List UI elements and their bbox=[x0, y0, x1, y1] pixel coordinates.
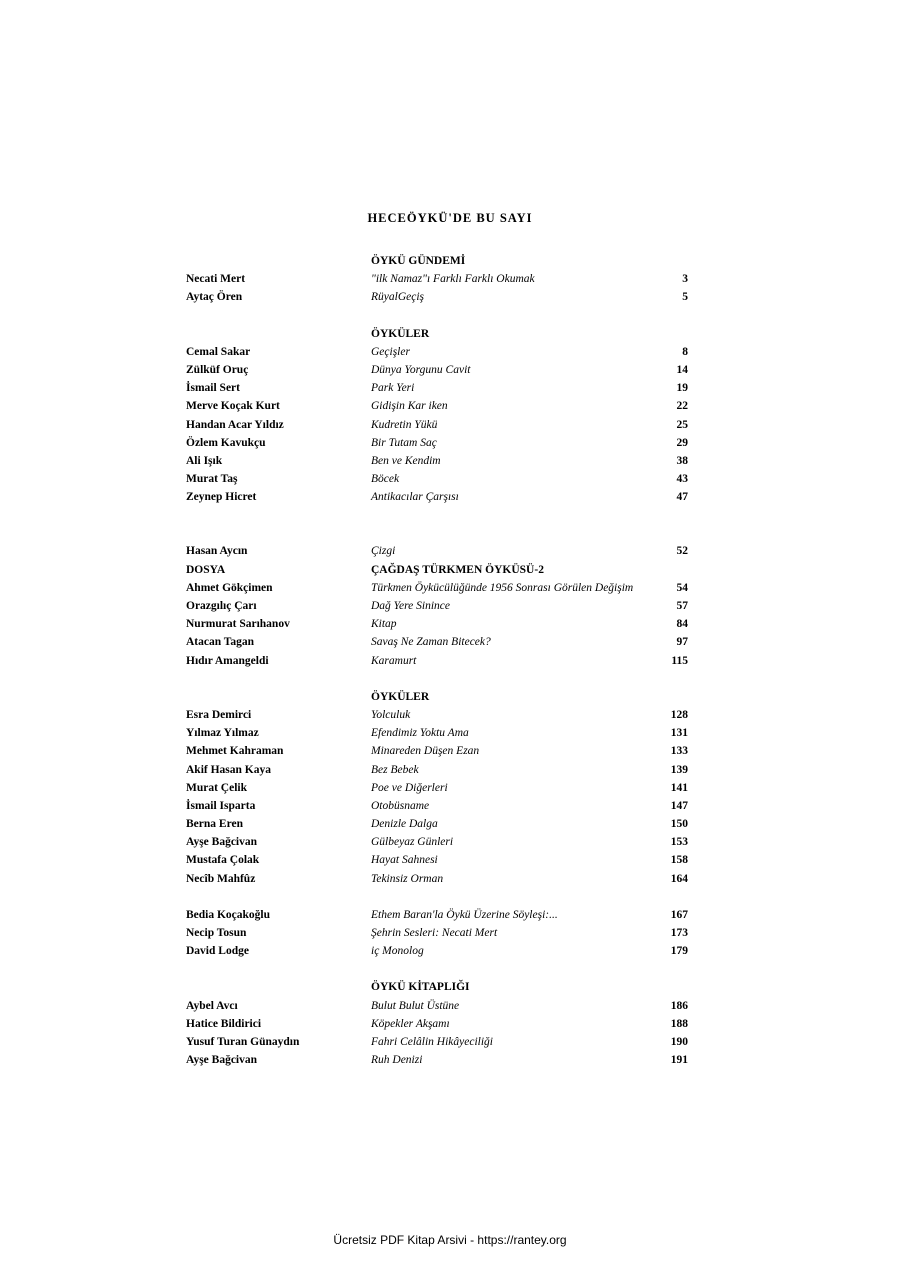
entry-author: Aytaç Ören bbox=[186, 291, 243, 304]
toc-entry bbox=[186, 833, 690, 851]
entry-author: Aybel Avcı bbox=[186, 999, 238, 1012]
entry-title: Bir Tutam Saç bbox=[371, 436, 437, 449]
section-heading: ÖYKÜLER bbox=[371, 690, 430, 703]
entry-page-number: 173 bbox=[670, 927, 688, 939]
toc-entry bbox=[186, 542, 690, 560]
toc-entry bbox=[186, 942, 690, 960]
toc-entry bbox=[186, 851, 690, 869]
entry-page-number: 84 bbox=[676, 618, 688, 631]
entry-author: Zülküf Oruç bbox=[186, 363, 249, 376]
toc-entry bbox=[186, 797, 690, 815]
entry-page-number: 57 bbox=[676, 600, 688, 612]
toc-entry bbox=[186, 724, 690, 742]
section-heading: ÖYKÜ KİTAPLIĞI bbox=[371, 981, 470, 994]
entry-author: Bedia Koçakoğlu bbox=[186, 908, 271, 921]
page-title: HECEÖYKÜ'DE BU SAYI bbox=[367, 211, 533, 225]
toc-entry bbox=[186, 434, 690, 452]
entry-title: Yolculuk bbox=[371, 708, 411, 721]
entry-page-number: 54 bbox=[676, 581, 688, 594]
toc-entry bbox=[186, 1015, 690, 1033]
entry-title: Gidişin Kar iken bbox=[371, 400, 448, 413]
toc-entry bbox=[186, 652, 690, 670]
entry-page-number: 139 bbox=[670, 763, 688, 776]
entry-page-number: 133 bbox=[670, 745, 688, 758]
entry-title: Fahri Celâlin Hikâyeciliği bbox=[371, 1035, 494, 1048]
entry-page-number: 167 bbox=[670, 908, 688, 921]
entry-author: Handan Acar Yıldız bbox=[186, 418, 284, 431]
toc-entry bbox=[186, 579, 690, 597]
entry-author: Zeynep Hicret bbox=[186, 491, 257, 504]
entry-author: DOSYA bbox=[186, 563, 226, 576]
entry-title: Denizle Dalga bbox=[371, 818, 438, 831]
entry-title: Karamurt bbox=[371, 654, 417, 667]
toc-entry bbox=[186, 815, 690, 833]
section-heading-row bbox=[186, 561, 690, 579]
entry-author: Hıdır Amangeldi bbox=[186, 654, 269, 667]
entry-author: Murat Taş bbox=[186, 473, 238, 486]
entry-page-number: 179 bbox=[670, 945, 688, 958]
entry-author: Mustafa Çolak bbox=[186, 854, 260, 867]
entry-author: İsmail Sert bbox=[186, 382, 240, 395]
entry-title: Bulut Bulut Üstüne bbox=[371, 999, 460, 1012]
entry-title: Böcek bbox=[371, 473, 400, 486]
entry-title: Çizgi bbox=[371, 545, 396, 558]
entry-author: Özlem Kavukçu bbox=[186, 436, 266, 449]
entry-page-number: 128 bbox=[670, 708, 688, 721]
table-of-contents bbox=[186, 252, 690, 1069]
toc-entry bbox=[186, 1051, 690, 1069]
entry-title: Ethem Baran'la Öykü Üzerine Söyleşi:... bbox=[371, 908, 558, 921]
toc-entry bbox=[186, 488, 690, 506]
entry-page-number: 150 bbox=[670, 818, 688, 831]
entry-page-number: 5 bbox=[682, 291, 688, 304]
entry-author: Mehmet Kahraman bbox=[186, 745, 284, 758]
entry-author: Berna Eren bbox=[186, 818, 243, 831]
entry-page-number: 131 bbox=[670, 727, 688, 740]
entry-page-number: 188 bbox=[670, 1017, 688, 1030]
entry-author: Ahmet Gökçimen bbox=[186, 581, 273, 594]
toc-entry bbox=[186, 997, 690, 1015]
entry-page-number: 14 bbox=[676, 363, 688, 376]
entry-author: Ali Işık bbox=[186, 454, 223, 467]
toc-entry bbox=[186, 416, 690, 434]
entry-page-number: 164 bbox=[670, 872, 688, 885]
entry-author: Necîb Mahfûz bbox=[186, 872, 256, 885]
entry-page-number: 147 bbox=[670, 799, 688, 812]
toc-entry bbox=[186, 470, 690, 488]
section-heading: ÖYKÜLER bbox=[371, 327, 430, 340]
entry-title: Ruh Denizi bbox=[371, 1054, 423, 1067]
toc-entry bbox=[186, 361, 690, 379]
entry-page-number: 25 bbox=[676, 418, 688, 431]
entry-page-number: 186 bbox=[670, 999, 688, 1012]
entry-title: RüyalGeçiş bbox=[371, 291, 425, 304]
entry-page-number: 141 bbox=[670, 781, 688, 794]
toc-entry bbox=[186, 597, 690, 615]
section-heading-row bbox=[186, 325, 690, 343]
entry-title: Tekinsiz Orman bbox=[371, 872, 444, 885]
entry-author: İsmail Isparta bbox=[186, 799, 256, 812]
entry-author: Hatice Bildirici bbox=[186, 1017, 262, 1030]
entry-title: Ben ve Kendim bbox=[371, 454, 441, 467]
toc-entry bbox=[186, 906, 690, 924]
toc-entry bbox=[186, 270, 690, 288]
section-heading: ÖYKÜ GÜNDEMİ bbox=[371, 255, 466, 267]
entry-page-number: 158 bbox=[670, 854, 688, 867]
entry-author: Nurmurat Sarıhanov bbox=[186, 618, 290, 631]
entry-title: Kitap bbox=[371, 618, 397, 631]
entry-title: Kudretin Yükü bbox=[371, 418, 438, 431]
entry-title: iç Monolog bbox=[371, 945, 424, 958]
entry-page-number: 29 bbox=[676, 436, 688, 449]
entry-author: Hasan Aycın bbox=[186, 545, 248, 558]
entry-title: Dünya Yorgunu Cavit bbox=[371, 363, 471, 376]
entry-author: Atacan Tagan bbox=[186, 636, 255, 649]
entry-page-number: 38 bbox=[676, 454, 688, 467]
entry-page-number: 8 bbox=[682, 345, 688, 358]
entry-author: Orazgılıç Çarı bbox=[186, 600, 257, 612]
footer-text: Ücretsiz PDF Kitap Arsivi - https://rantey.org bbox=[333, 1233, 567, 1247]
entry-title: Poe ve Diğerleri bbox=[371, 781, 448, 794]
entry-title: Bez Bebek bbox=[371, 763, 419, 776]
entry-author: Ayşe Bağcivan bbox=[186, 1054, 258, 1067]
entry-author: Ayşe Bağcivan bbox=[186, 836, 258, 849]
toc-entry bbox=[186, 742, 690, 760]
entry-page-number: 115 bbox=[671, 654, 688, 667]
toc-entry bbox=[186, 633, 690, 651]
entry-page-number: 191 bbox=[670, 1054, 688, 1067]
toc-entry bbox=[186, 924, 690, 942]
entry-title: Dağ Yere Sinince bbox=[371, 600, 451, 612]
entry-author: Necip Tosun bbox=[186, 927, 247, 939]
entry-page-number: 190 bbox=[670, 1035, 688, 1048]
entry-author: Murat Çelik bbox=[186, 781, 248, 794]
entry-page-number: 47 bbox=[676, 491, 688, 504]
entry-author: Cemal Sakar bbox=[186, 345, 251, 358]
entry-title: Hayat Sahnesi bbox=[371, 854, 438, 867]
toc-entry bbox=[186, 615, 690, 633]
toc-entry bbox=[186, 761, 690, 779]
entry-title: Otobüsname bbox=[371, 799, 430, 812]
toc-entry bbox=[186, 706, 690, 724]
entry-page-number: 153 bbox=[670, 836, 688, 849]
toc-entry bbox=[186, 343, 690, 361]
toc-entry bbox=[186, 379, 690, 397]
entry-page-number: 19 bbox=[676, 382, 688, 395]
entry-author: David Lodge bbox=[186, 945, 249, 958]
section-heading: ÇAĞDAŞ TÜRKMEN ÖYKÜSÜ-2 bbox=[371, 563, 544, 576]
toc-entry bbox=[186, 452, 690, 470]
section-heading-row bbox=[186, 978, 690, 996]
section-heading-row bbox=[186, 252, 690, 270]
toc-entry bbox=[186, 397, 690, 415]
entry-page-number: 52 bbox=[676, 545, 688, 558]
toc-entry bbox=[186, 870, 690, 888]
toc-entry bbox=[186, 779, 690, 797]
entry-title: Savaş Ne Zaman Bitecek? bbox=[371, 636, 491, 649]
entry-author: Necati Mert bbox=[186, 273, 246, 286]
entry-title: Şehrin Sesleri: Necati Mert bbox=[371, 927, 498, 939]
entry-author: Esra Demirci bbox=[186, 708, 252, 721]
entry-author: Yılmaz Yılmaz bbox=[186, 727, 259, 740]
toc-entry bbox=[186, 288, 690, 306]
entry-title: Efendimiz Yoktu Ama bbox=[371, 727, 469, 740]
entry-title: Antikacılar Çarşısı bbox=[371, 491, 459, 504]
entry-title: Park Yeri bbox=[371, 382, 415, 395]
entry-title: Minareden Düşen Ezan bbox=[371, 745, 480, 758]
entry-title: Geçişler bbox=[371, 345, 410, 358]
entry-page-number: 97 bbox=[676, 636, 688, 649]
entry-author: Akif Hasan Kaya bbox=[186, 763, 271, 776]
section-heading-row bbox=[186, 688, 690, 706]
entry-page-number: 43 bbox=[676, 473, 688, 486]
toc-entry bbox=[186, 1033, 690, 1051]
entry-title: Türkmen Öykücülüğünde 1956 Sonrası Görülen Değişim bbox=[371, 581, 634, 594]
entry-page-number: 22 bbox=[676, 400, 688, 413]
entry-title: "ilk Namaz"ı Farklı Farklı Okumak bbox=[371, 273, 535, 286]
entry-title: Köpekler Akşamı bbox=[371, 1017, 450, 1030]
entry-author: Merve Koçak Kurt bbox=[186, 400, 280, 413]
entry-title: Gülbeyaz Günleri bbox=[371, 836, 454, 849]
entry-author: Yusuf Turan Günaydın bbox=[186, 1035, 300, 1048]
entry-page-number: 3 bbox=[682, 273, 688, 286]
